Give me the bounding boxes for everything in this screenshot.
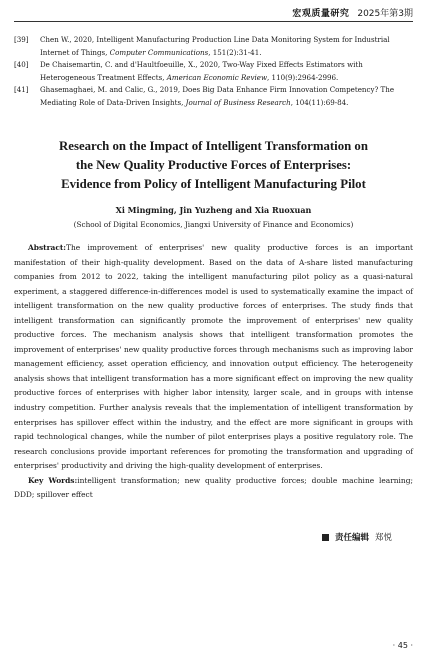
article-title [20,137,407,194]
keywords-paragraph [14,474,413,503]
page-number: · 45 · [392,641,413,650]
header-rule [14,21,413,22]
editor-label: 责任编辑 [335,533,370,543]
reference-text: De Chaisemartin, C. and d'Haultfoeuille, X., 2020, Two-Way Fixed Effects Estimators with Heterogeneous Treatment Effects, American Economic Review, 110(9):2964-2996. [40,60,363,82]
reference-item [14,84,413,109]
affiliation: (School of Digital Economics, Jiangxi University of Finance and Economics) [73,220,354,229]
abstract-text: The improvement of enterprises' new quality productive forces is an important manifestation of their high-quality development. Based on the data of A-share listed manufacturing companies from 2012 to 2022, taking the intelligent manufacturing pilot policy as a quasi-natural experiment, a staggered difference-in-differences model is used to systematically examine the impact of intelligent transformation on the new quality productive forces of enterprises. The study finds that intelligent transformation can significantly promote the improvement of enterprises' new quality productive forces. The mechanism analysis shows that intelligent transformation promotes the improvement of enterprises' new quality productive forces through mechanisms such as improving labor management efficiency, asset operation efficiency, and innovation output efficiency. The heterogeneity analysis shows that intelligent transformation has a more significant effect on improving the new quality productive forces of enterprises with higher labor intensity, larger scale, and in groups with intense industry competition. Further analysis reveals that the implementation of intelligent transformation by enterprises has spillover effect within the industry, and the effect are more significant in groups with rapid technological changes, while the number of pilot enterprises plays a positive regulatory role. The research conclusions provide important references for promoting the transformation and upgrading of enterprises' productivity and driving the high-quality development of enterprises. [14,243,413,471]
reference-list [14,34,413,109]
abstract-section [14,241,413,503]
reference-venue: Computer Communications [109,47,209,57]
keywords-label: Key Words: [28,475,78,485]
title-line: Evidence from Policy of Intelligent Manufacturing Pilot [61,177,366,191]
title-line: Research on the Impact of Intelligent Transformation on [59,139,368,153]
square-bullet-icon [322,534,329,541]
reference-text: Ghasemaghaei, M. and Calic, G., 2019, Does Big Data Enhance Firm Innovation Competency? The Mediating Role of Data-Driven Insights, Journal of Business Research, 104(11):69-84. [40,85,395,107]
reference-venue: American Economic Review [166,72,268,82]
title-line: the New Quality Productive Forces of Enterprises: [75,158,352,172]
issue-label: 2025年第3期 [357,9,413,19]
author-list: Xi Mingming, Jin Yuzheng and Xia Ruoxuan [115,205,312,215]
abstract-label: Abstract: [28,243,67,252]
editor-credit [322,531,392,543]
reference-item [14,34,413,59]
keywords-text: intelligent transformation; new quality productive forces; double machine learning; DDD; spillover effect [14,475,413,500]
reference-number: [40] [14,60,29,69]
reference-text: Chen W., 2020, Intelligent Manufacturing Production Line Data Monitoring System for Industrial Internet of Things, Computer Communications, 151(2):31-41. [40,35,390,57]
editor-name: 郑悦 [375,533,393,543]
reference-venue: Journal of Business Research [185,97,291,107]
running-head [292,6,413,19]
reference-item [14,59,413,84]
journal-name: 宏观质量研究 [292,9,350,19]
reference-number: [41] [14,85,29,94]
abstract-paragraph [14,241,413,474]
reference-number: [39] [14,35,29,44]
